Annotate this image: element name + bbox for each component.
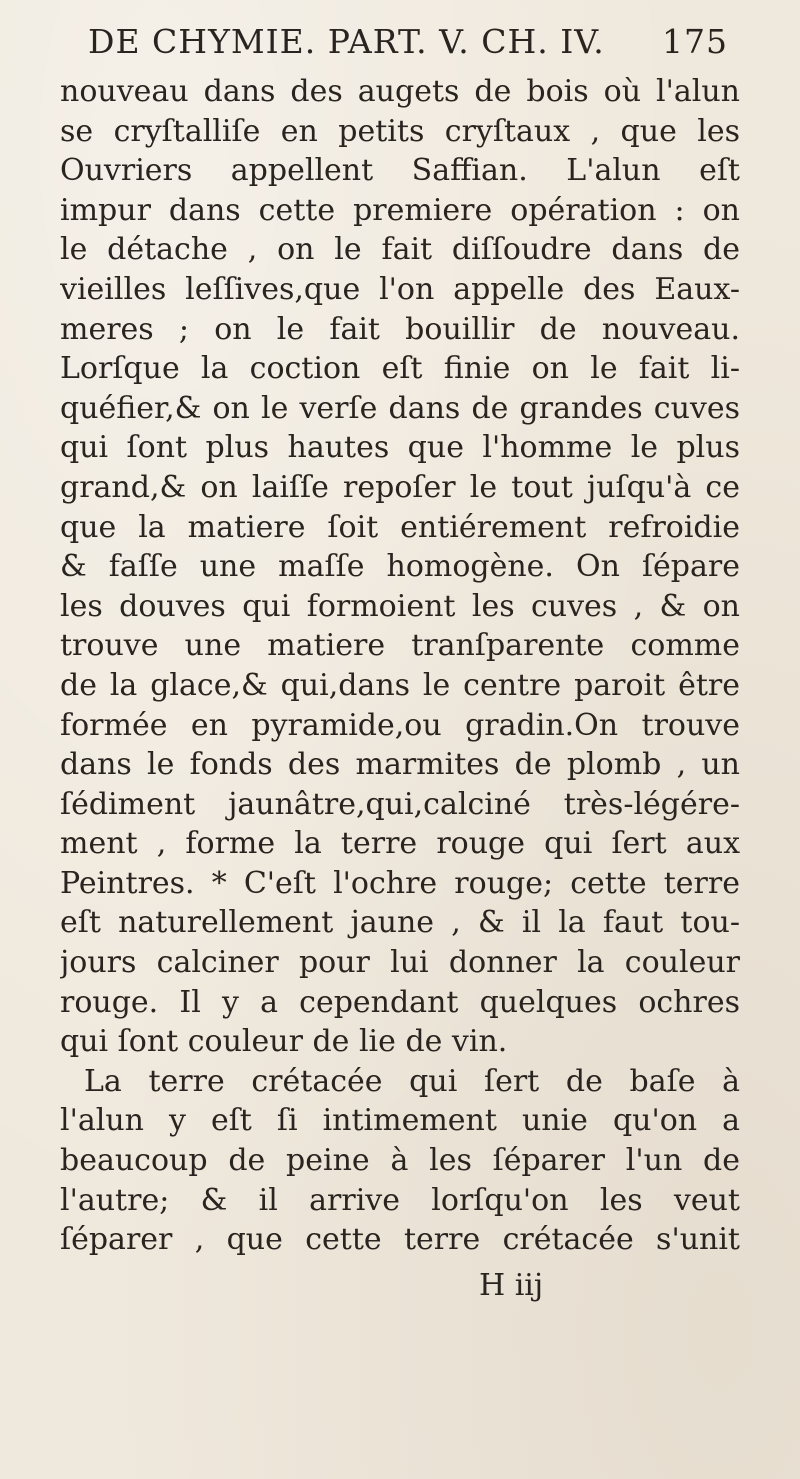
- text-line: formée en pyramide,ou gradin.On trouve: [60, 707, 740, 743]
- page-number: 175: [662, 22, 728, 61]
- text-line: le détache , on le fait diſſoudre dans de: [60, 232, 740, 268]
- body-text: [60, 72, 740, 1260]
- signature-mark: H iij: [479, 1268, 544, 1303]
- text-line: impur dans cette premiere opération : on: [60, 192, 740, 228]
- text-line: qui ſont plus hautes que l'homme le plus: [60, 430, 740, 466]
- text-line: eſt naturellement jaune , & il la faut tou-: [60, 905, 740, 941]
- text-line: Peintres. * C'eſt l'ochre rouge; cette terre: [60, 865, 740, 901]
- text-line: beaucoup de peine à les ſéparer l'un de: [60, 1143, 740, 1179]
- page-footer: [0, 1268, 800, 1312]
- running-head-title: DE CHYMIE. PART. V. CH. IV.: [88, 22, 605, 61]
- text-line: rouge. Il y a cependant quelques ochres: [60, 984, 740, 1020]
- text-line: Lorſque la coction eſt finie on le fait li-: [60, 351, 740, 387]
- text-line: nouveau dans des augets de bois où l'alun: [60, 74, 740, 109]
- text-line: trouve une matiere tranſparente comme: [60, 628, 740, 664]
- text-line: l'autre; & il arrive lorſqu'on les veut: [60, 1182, 740, 1218]
- text-line: vieilles leſſives,que l'on appelle des Eaux-: [60, 271, 740, 307]
- text-line: grand,& on laiſſe repoſer le tout juſqu'à ce: [60, 469, 740, 505]
- text-line: ment , forme la terre rouge qui ſert aux: [60, 826, 740, 862]
- text-line: jours calciner pour lui donner la couleur: [60, 945, 740, 981]
- text-line: Ouvriers appellent Saffian. L'alun eſt: [60, 153, 740, 189]
- text-line: ſéparer , que cette terre crétacée s'unit: [60, 1222, 740, 1258]
- text-line: meres ; on le fait bouillir de nouveau.: [60, 311, 740, 347]
- text-line: & faſſe une maſſe homogène. On ſépare: [60, 549, 740, 585]
- text-line: que la matiere ſoit entiérement refroidie: [60, 509, 740, 545]
- running-head: [88, 22, 728, 70]
- text-line: qui ſont couleur de lie de vin.: [60, 1024, 508, 1060]
- text-line: l'alun y eſt ſi intimement unie qu'on a: [60, 1103, 740, 1139]
- text-line: La terre crétacée qui ſert de baſe à: [84, 1063, 740, 1099]
- text-line: de la glace,& qui,dans le centre paroit être: [60, 667, 740, 703]
- text-line: quéfier,& on le verſe dans de grandes cuves: [60, 390, 740, 426]
- text-line: ſédiment jaunâtre,qui,calciné très-légére-: [60, 786, 740, 822]
- text-line: dans le fonds des marmites de plomb , un: [60, 747, 740, 783]
- text-line: se cryſtalliſe en petits cryſtaux , que les: [60, 113, 740, 149]
- text-line: les douves qui formoient les cuves , & on: [60, 588, 740, 624]
